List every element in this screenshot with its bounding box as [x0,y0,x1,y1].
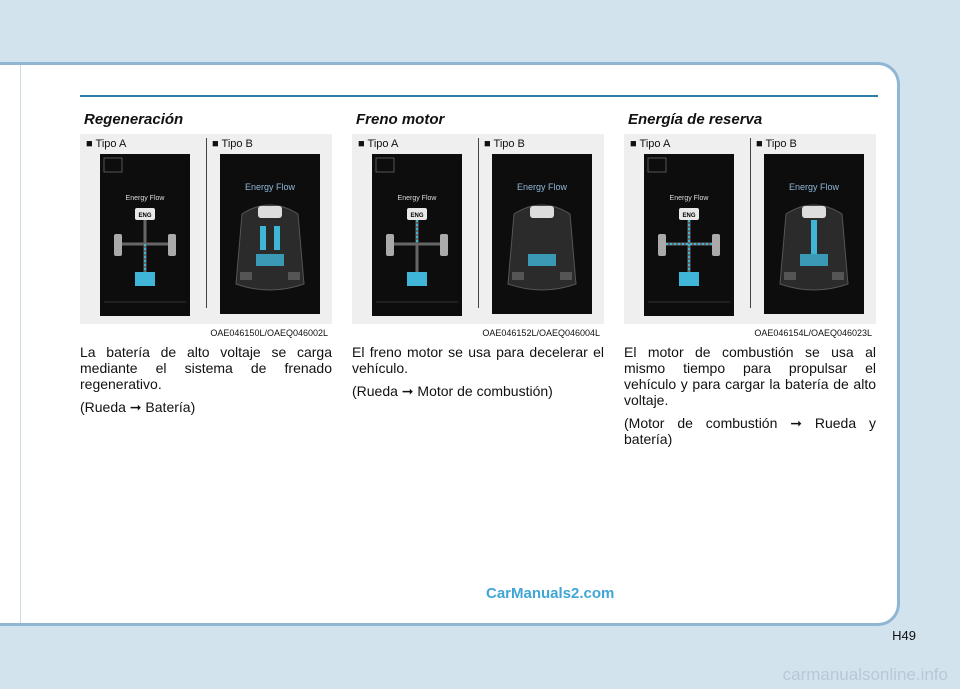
battery-icon [800,254,828,266]
figure-divider [478,138,479,308]
page-margin-rule [20,65,21,623]
wheel-icon [168,234,176,256]
energy-flow-diagram-a [372,154,462,316]
tipo-b-label: ■ Tipo B [756,138,797,150]
paragraph: (Rueda ➞ Batería) [80,399,196,415]
energy-flow-diagram-a [100,154,190,316]
energy-flow-diagram-a [644,154,734,316]
wheel-icon [386,234,394,256]
tipo-a-label: ■ Tipo A [630,138,671,150]
battery-icon [135,272,155,286]
page-number: H49 [892,628,916,643]
svg-text:ENG: ENG [410,213,424,219]
watermark: carmanualsonline.info [782,665,948,684]
section-title: Regeneración [84,111,184,128]
svg-text:ENG: ENG [682,213,696,219]
energy-flow-diagram-b [492,154,592,314]
figure-code: OAE046152L/OAEQ046004L [482,328,600,338]
energy-flow-figure [624,134,876,338]
column-energia-de-reserva [624,110,876,454]
battery-icon [407,272,427,286]
energy-flow-figure [352,134,604,338]
section-title: Freno motor [356,111,445,128]
manual-page [0,62,900,626]
energy-flow-figure [80,134,332,338]
screen-tipo-a [100,154,190,316]
tipo-a-label: ■ Tipo A [86,138,127,150]
screen-tipo-b [764,154,864,314]
svg-text:ENG: ENG [138,213,152,219]
engine-icon [802,206,826,218]
energy-flow-title: Energy Flow [669,195,709,202]
paragraph: (Rueda ➞ Motor de combustión) [352,383,553,399]
figure-code: OAE046154L/OAEQ046023L [754,328,872,338]
wheel-icon [114,234,122,256]
battery-icon [679,272,699,286]
section-body [624,344,876,447]
wheel-icon [712,234,720,256]
footer-logo-link[interactable]: CarManuals2.com [486,585,615,602]
engine-icon [530,206,554,218]
screen-tipo-a [372,154,462,316]
tipo-a-label: ■ Tipo A [358,138,399,150]
section-body [352,344,604,399]
paragraph: La batería de alto voltaje se carga mediante el sistema de frenado regenerativo. [80,344,332,392]
column-freno-motor [352,110,604,406]
screen-tipo-a [644,154,734,316]
battery-icon [528,254,556,266]
energy-flow-title: Energy Flow [516,182,568,192]
paragraph: El freno motor se usa para decelerar el vehículo. [352,344,604,376]
paragraph: (Motor de combustión ➞ Rueda y batería) [624,415,876,447]
tipo-b-label: ■ Tipo B [212,138,253,150]
figure-divider [206,138,207,308]
battery-icon [256,254,284,266]
tipo-b-label: ■ Tipo B [484,138,525,150]
section-title: Energía de reserva [628,111,763,128]
figure-divider [750,138,751,308]
wheel-icon [440,234,448,256]
paragraph: El motor de combustión se usa al mismo tiempo para propulsar el vehículo y para cargar la batería de alto voltaje. [624,344,876,408]
energy-flow-title: Energy Flow [788,182,840,192]
section-body [80,344,332,415]
column-regeneracion [80,110,332,422]
energy-flow-title: Energy Flow [125,195,165,202]
engine-icon [258,206,282,218]
energy-flow-title: Energy Flow [397,195,437,202]
screen-tipo-b [220,154,320,314]
energy-flow-diagram-b [764,154,864,314]
energy-flow-title: Energy Flow [244,182,296,192]
energy-flow-diagram-b [220,154,320,314]
wheel-icon [658,234,666,256]
screen-tipo-b [492,154,592,314]
section-rule [80,95,878,97]
figure-code: OAE046150L/OAEQ046002L [210,328,328,338]
